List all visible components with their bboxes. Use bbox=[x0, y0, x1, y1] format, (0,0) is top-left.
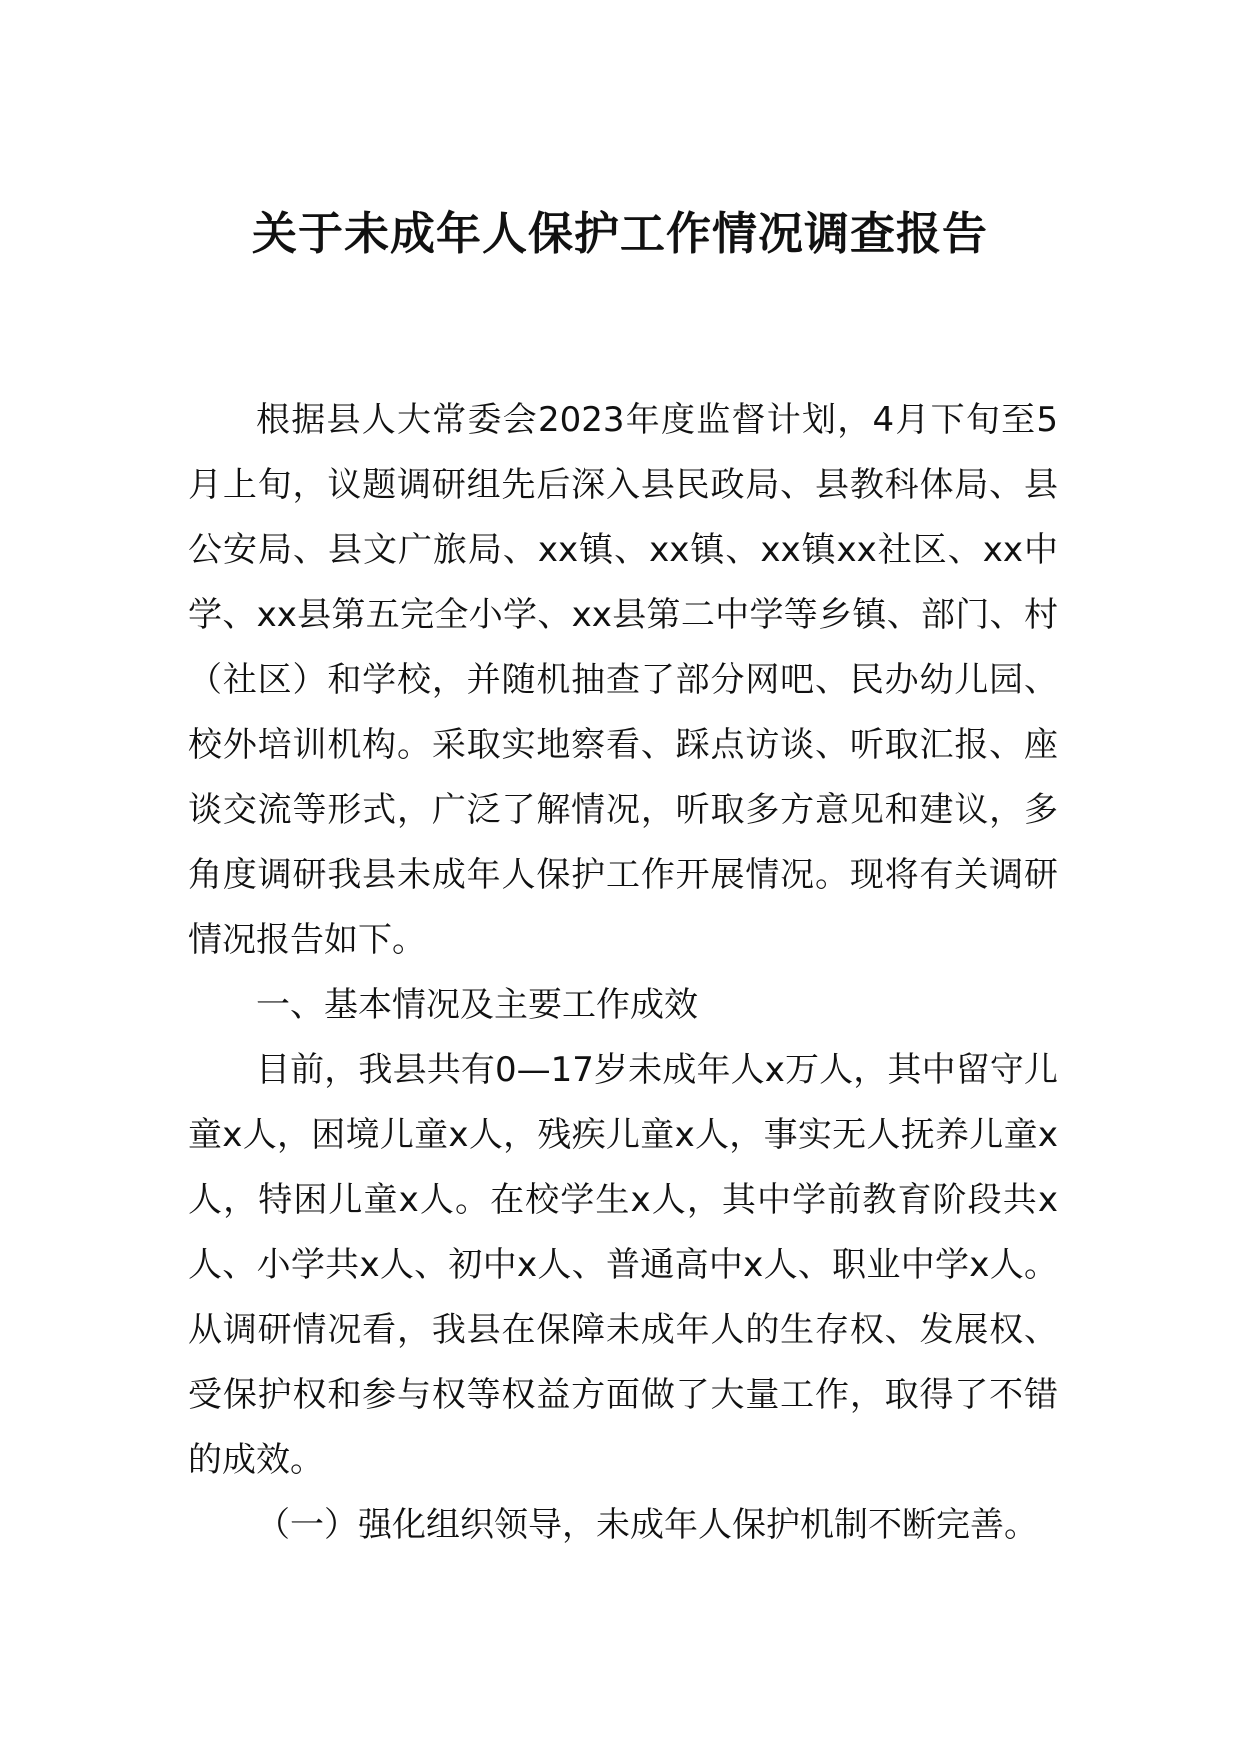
document-body bbox=[188, 388, 1058, 1558]
intro-paragraph: 根据县人大常委会2023年度监督计划，4月下旬至5月上旬，议题调研组先后深入县民政局、县教科体局、县公安局、县文广旅局、xx镇、xx镇、xx镇xx社区、xx中学、xx县第五完全小学、xx县第二中学等乡镇、部门、村（社区）和学校，并随机抽查了部分网吧、民办幼儿园、校外培训机构。采取实地察看、踩点访谈、听取汇报、座谈交流等形式，广泛了解情况，听取多方意见和建议，多角度调研我县未成年人保护工作开展情况。现将有关调研情况报告如下。 bbox=[188, 400, 1058, 960]
section-1-paragraph: 目前，我县共有0—17岁未成年人x万人，其中留守儿童x人，困境儿童x人，残疾儿童x人，事实无人抚养儿童x人，特困儿童x人。在校学生x人，其中学前教育阶段共x人、小学共x人、初中x人、普通高中x人、职业中学x人。从调研情况看，我县在保障未成年人的生存权、发展权、受保护权和参与权等权益方面做了大量工作，取得了不错的成效。 bbox=[188, 1050, 1058, 1480]
document-title: 关于未成年人保护工作情况调查报告 bbox=[251, 207, 988, 260]
section-heading-1: 一、基本情况及主要工作成效 bbox=[256, 985, 698, 1025]
subsection-heading-1: （一）强化组织领导，未成年人保护机制不断完善。 bbox=[256, 1505, 1038, 1545]
